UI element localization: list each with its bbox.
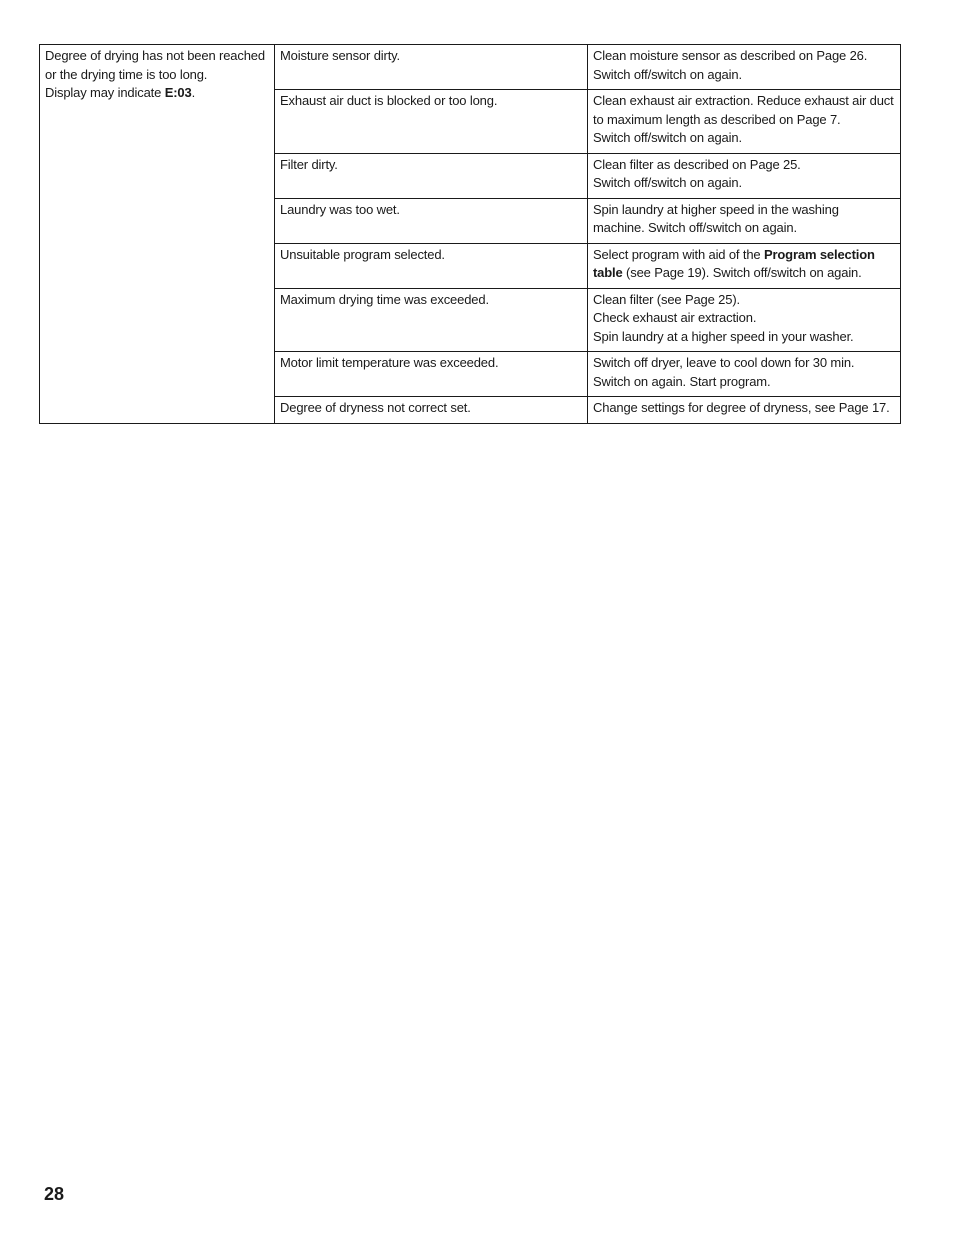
remedy-cell [588, 397, 901, 424]
remedy-line: Spin laundry at higher speed in the washing [593, 201, 839, 217]
cause-cell: Filter dirty. [275, 153, 588, 198]
remedy-line: Switch off/switch on again. [593, 175, 742, 190]
problem-line [45, 84, 269, 103]
problem-cell [40, 45, 275, 424]
problem-line: Degree of drying has not been reached [45, 48, 265, 63]
remedy-line: machine. Switch off/switch on again. [593, 220, 797, 235]
remedy-cell [588, 153, 901, 198]
remedy-cell [588, 45, 901, 90]
remedy-cell [588, 243, 901, 288]
remedy-line: Switch off/switch on again. [593, 130, 742, 145]
remedy-cell [588, 288, 901, 352]
program-selection-ref: Program selection [763, 246, 875, 262]
problem-line: or the drying time is too long. [45, 66, 208, 82]
remedy-line: Switch off/switch on again. [593, 66, 742, 82]
remedy-line: Clean moisture sensor as described on Page 26. [593, 48, 868, 63]
remedy-cell [588, 90, 901, 154]
problem-text: Display may indicate [45, 85, 165, 100]
remedy-line: Clean exhaust air extraction. Reduce exhaust air duct [593, 93, 894, 108]
cause-cell: Unsuitable program selected. [275, 243, 588, 288]
remedy-line: Clean filter as described on Page 25. [593, 156, 801, 172]
remedy-line: Clean filter (see Page 25). [593, 291, 740, 307]
cause-cell: Exhaust air duct is blocked or too long. [275, 90, 588, 154]
cause-cell: Moisture sensor dirty. [275, 45, 588, 90]
remedy-text: Select program with aid of the [593, 246, 764, 262]
error-code: E:03 [164, 85, 192, 100]
page-number: 28 [44, 1184, 65, 1204]
remedy-line: Switch off dryer, leave to cool down for 30 min. [593, 355, 855, 370]
remedy-line: Switch on again. Start program. [593, 373, 771, 389]
remedy-line: to maximum length as described on Page 7. [593, 111, 841, 127]
remedy-line: Check exhaust air extraction. [593, 310, 757, 325]
remedy-line: Spin laundry at a higher speed in your washer. [593, 328, 854, 344]
remedy-line [593, 264, 895, 283]
remedy-line: Change settings for degree of dryness, see Page 17. [593, 400, 890, 415]
troubleshooting-table [39, 44, 901, 424]
cause-cell: Maximum drying time was exceeded. [275, 288, 588, 352]
cause-cell: Laundry was too wet. [275, 198, 588, 243]
remedy-text: (see Page 19). Switch off/switch on again. [622, 265, 862, 280]
cause-cell: Degree of dryness not correct set. [275, 397, 588, 424]
table-row [40, 45, 901, 90]
program-selection-ref: table [593, 265, 623, 280]
cause-cell: Motor limit temperature was exceeded. [275, 352, 588, 397]
problem-text: . [191, 85, 196, 100]
remedy-cell [588, 198, 901, 243]
remedy-line [593, 246, 895, 265]
remedy-cell [588, 352, 901, 397]
